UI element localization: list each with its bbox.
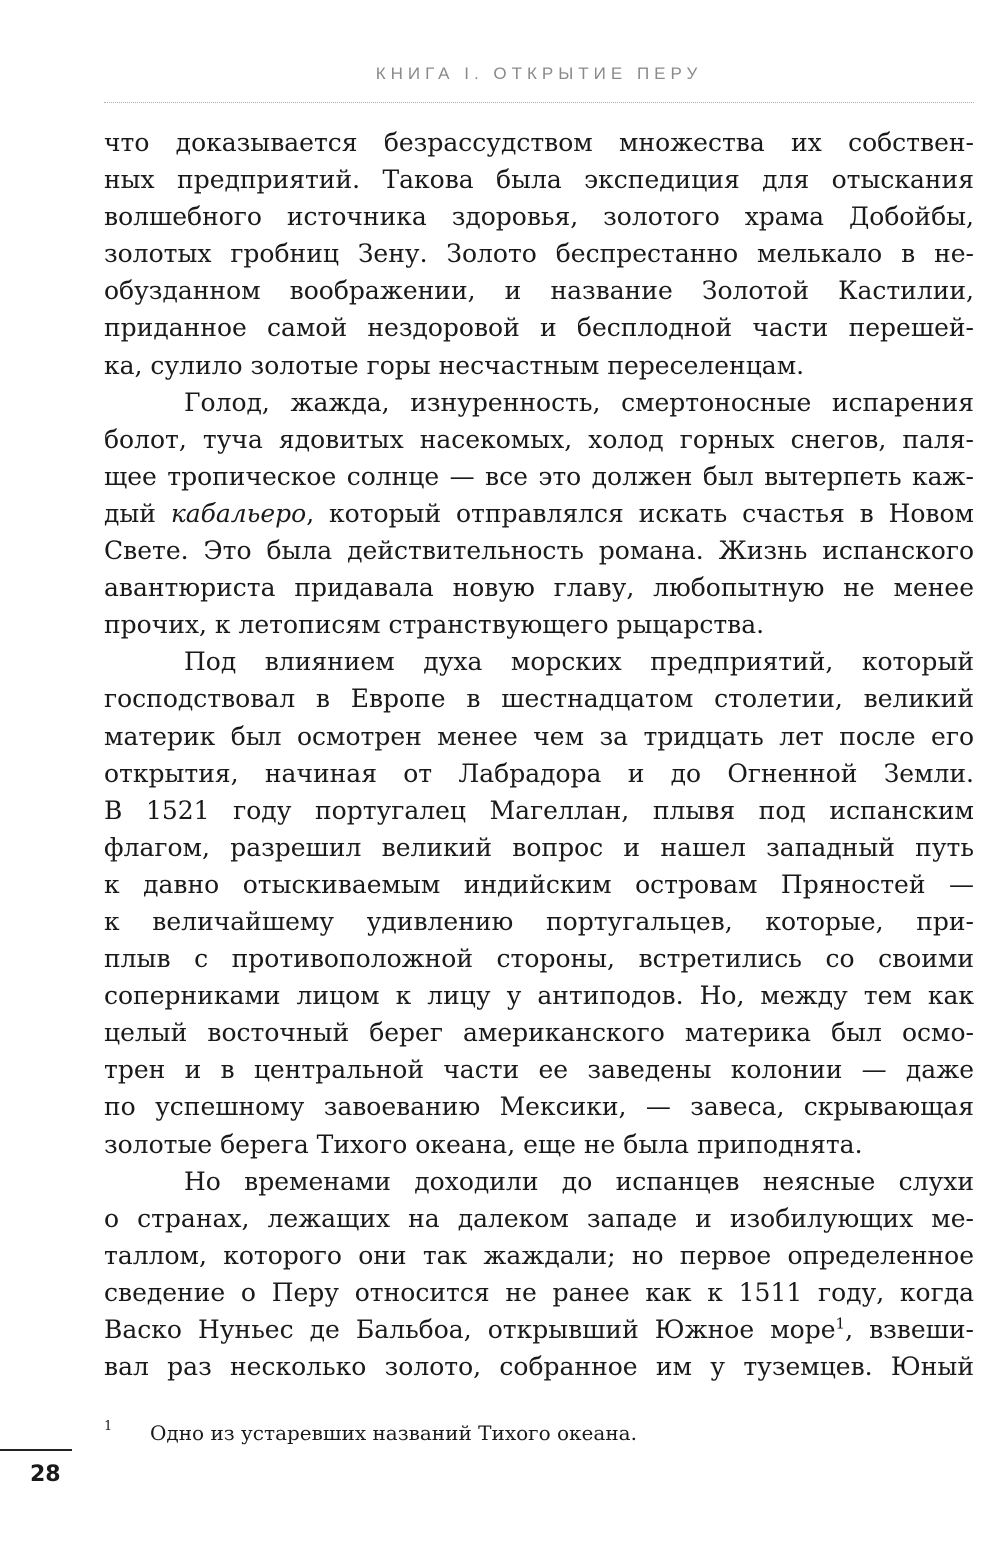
text-line: прочих, к летописям странствующего рыцарства. bbox=[104, 610, 765, 640]
text-line: обузданном воображении, и название Золотой Кастилии, bbox=[104, 276, 974, 306]
text-line: к давно отыскиваемым индийским островам Пряностей — bbox=[104, 869, 974, 899]
text-line: В 1521 году португалец Магеллан, плывя под испанским bbox=[104, 795, 974, 825]
text-span: , взвеши- bbox=[845, 1315, 975, 1344]
text-line: волшебного источника здоровья, золотого храма Добойбы, bbox=[104, 202, 974, 232]
text-span: Васко Нуньес де Бальбоа, открывший Южное море bbox=[104, 1315, 836, 1344]
text-line: авантюриста придавала новую главу, любопытную не менее bbox=[104, 573, 974, 603]
text-line: таллом, которого они так жаждали; но первое определенное bbox=[104, 1240, 974, 1270]
page-number: 28 bbox=[30, 1462, 61, 1487]
paragraph-2 bbox=[104, 384, 974, 644]
text-line: ных предприятий. Такова была экспедиция для отыскания bbox=[104, 165, 974, 195]
text-line: золотых гробниц Зену. Золото беспрестанно мелькало в не- bbox=[104, 239, 974, 269]
text-line: о странах, лежащих на далеком западе и изобилующих ме- bbox=[104, 1203, 974, 1233]
text-line: Под влиянием духа морских предприятий, который bbox=[184, 647, 974, 677]
text-line: открытия, начиная от Лабрадора и до Огненной Земли. bbox=[104, 758, 974, 788]
text-line: по успешному завоеванию Мексики, — завеса, скрывающая bbox=[104, 1092, 974, 1122]
paragraph-1 bbox=[104, 124, 974, 384]
footnote bbox=[104, 1418, 974, 1448]
text-line: Голод, жажда, изнуренность, смертоносные испарения bbox=[184, 387, 974, 417]
header-rule bbox=[104, 102, 974, 103]
text-line: материк был осмотрен менее чем за тридцать лет после его bbox=[104, 721, 974, 751]
footnote-reference: 1 bbox=[835, 1314, 846, 1333]
text-line bbox=[104, 495, 974, 532]
text-line: сведение о Перу относится не ранее как к 1511 году, когда bbox=[104, 1277, 974, 1307]
text-line: плыв с противоположной стороны, встретились со своими bbox=[104, 944, 974, 974]
text-line: щее тропическое солнце — все это должен был вытерпеть каж- bbox=[104, 461, 974, 491]
text-line: болот, туча ядовитых насекомых, холод горных снегов, паля- bbox=[104, 424, 974, 454]
text-span: , который отправлялся искать счастья в Новом bbox=[306, 498, 974, 528]
text-line: вал раз несколько золото, собранное им у туземцев. Юный bbox=[104, 1352, 974, 1382]
text-line: соперниками лицом к лицу у антиподов. Но, между тем как bbox=[104, 981, 974, 1011]
text-block bbox=[104, 124, 974, 1385]
italic-term: кабальеро bbox=[170, 498, 307, 528]
footnote-mark: 1 bbox=[104, 1419, 113, 1434]
text-line: Свете. Это была действительность романа. Жизнь испанского bbox=[104, 536, 974, 566]
text-line bbox=[104, 1311, 974, 1348]
paragraph-4 bbox=[104, 1163, 974, 1386]
text-span: дый bbox=[104, 498, 156, 528]
running-head: КНИГА I. ОТКРЫТИЕ ПЕРУ bbox=[375, 64, 703, 83]
text-line: что доказывается безрассудством множества их собствен- bbox=[104, 128, 974, 157]
paragraph-3 bbox=[104, 643, 974, 1162]
text-line: ка, сулило золотые горы несчастным переселенцам. bbox=[104, 350, 805, 380]
text-line: Но временами доходили до испанцев неясные слухи bbox=[184, 1166, 974, 1196]
text-line: приданное самой нездоровой и бесплодной части перешей- bbox=[104, 313, 974, 343]
text-line: трен и в центральной части ее заведены колонии — даже bbox=[104, 1055, 974, 1085]
text-line: флагом, разрешил великий вопрос и нашел западный путь bbox=[104, 832, 974, 862]
footnote-rule bbox=[0, 1449, 72, 1451]
text-line: золотые берега Тихого океана, еще не была приподнята. bbox=[104, 1129, 863, 1159]
text-line: к величайшему удивлению португальцев, которые, при- bbox=[104, 906, 974, 936]
footnote-text: Одно из устаревших названий Тихого океана. bbox=[150, 1421, 637, 1445]
text-line: господствовал в Европе в шестнадцатом столетии, великий bbox=[104, 684, 974, 714]
text-line: целый восточный берег американского материка был осмо- bbox=[104, 1018, 974, 1048]
